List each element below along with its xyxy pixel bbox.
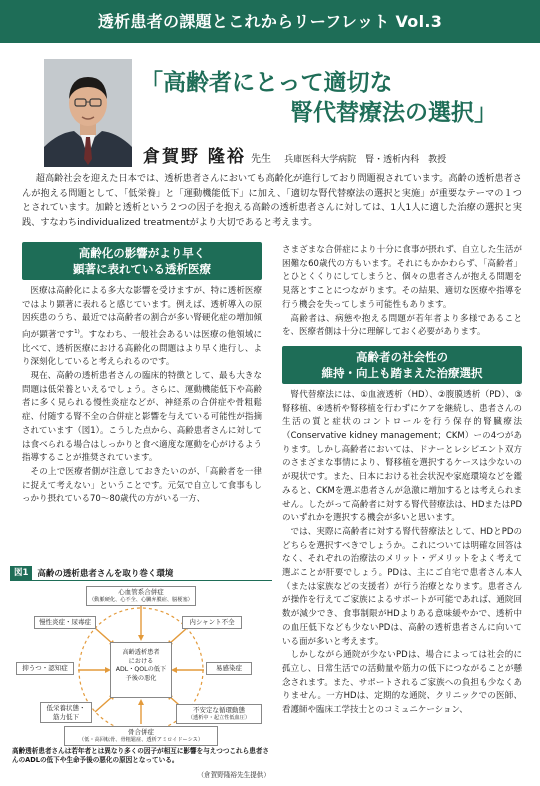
figure-box-inflammation-label: 慢性炎症・尿毒症 xyxy=(39,618,91,626)
section1-p1-reference: 1) xyxy=(74,329,80,336)
figure-box-infection-label: 易感染症 xyxy=(216,664,242,672)
section2-heading-line1: 高齢者の社会性の xyxy=(356,349,448,364)
section1-heading xyxy=(22,242,262,280)
figure-box-cardiovascular-label: 心血管系合併症 xyxy=(118,588,164,596)
section1-paragraph3: その上で医療者側が注意しておきたいのが、「高齢者を一律に捉えて考えない」ということです。元気で自立して食事もしっかり摂れている70〜80歳代の方がいる一方、 xyxy=(22,466,262,505)
figure-center-line1: 高齢透析患者 xyxy=(122,649,160,656)
section1-paragraph1 xyxy=(22,285,262,370)
figure-1 xyxy=(10,566,272,781)
section2-heading xyxy=(282,346,522,384)
section2-paragraph2: では、実際に高齢者に対する腎代替療法として、HDとPDのどちらを選択すべきでしょうか。これについては明確な回答はなく、それぞれの治療法のメリット・デメリットをよく考えて選ぶことが肝要でしょう。PDは、主にご自宅で患者さん本人（または家族などの支援者）が行う治療となります。患者さんが操作を行えてご家族によるサポートが可能であれば、通院回数が減少でき、食事制限がHDよりある意味緩やかで、透析中の血圧低下なども少ないPDは、高齢の透析患者さんに向いている面が多いと考えます。 xyxy=(282,526,522,647)
figure-box-malnutrition xyxy=(40,702,92,723)
figure-box-depression xyxy=(16,662,74,675)
author-photo xyxy=(44,59,132,167)
leaflet-title: 透析患者の課題とこれからリーフレット Vol.3 xyxy=(97,12,443,31)
figure-center-line2: における xyxy=(128,657,154,665)
figure-box-malnutrition-label2: 筋力低下 xyxy=(53,712,79,721)
section1-p1-text: 医療は高齢化による多大な影響を受けますが、特に透析医療ではより顕著に表れると感じています。例えば、透析導入の原因疾患のうち、最近では高齢者の割合が多い腎硬化症の増加傾向が顕著です xyxy=(22,286,262,340)
right-paragraph1: さまざまな合併症により十分に食事が摂れず、自立した生活が困難な60歳代の方もいます。それにもかかわらず、「高齢者」とひとくくりにしてしまうと、個々の患者さんが抱える問題を見落とすことにつながります。その結果、適切な医療や指導を行う機会を失ってしまう可能性もあります。 xyxy=(282,245,522,310)
article-title-line1: 「高齢者にとって適切な xyxy=(140,70,393,96)
article-title xyxy=(140,68,520,128)
right-column xyxy=(282,244,522,718)
article-intro: 超高齢社会を迎えた日本では、透析患者さんにおいても高齢化が進行しており問題視されています。高齢の透析患者さんが抱える問題として、「低栄養」と「運動機能低下」に加え、「適切な腎代替療法の選択と実施」が重要なテーマの１つとされています。加齢と透析という２つの因子を抱える高齢の透析患者さんに対しては、1人1人に適した治療の選択と実践、すなわちindividualized treatmentがより大切であると考えます。 xyxy=(22,173,522,228)
figure-center-line4: 予後の悪化 xyxy=(125,674,157,682)
figure-credit: （倉賀野隆裕先生提供） xyxy=(197,771,270,779)
figure-badge: 図1 xyxy=(10,566,32,580)
author-byline xyxy=(143,142,446,167)
section2-paragraph3: しかしながら通院が少ないPDは、場合によっては社会的に孤立し、日常生活での活動量や筋力の低下につながることが懸念されます。また、サポートされるご家族への負担も少なくありません。一方HDは、定期的な通院、クリニックでの医師、看護師や臨床工学技士とのコミュニケーション、 xyxy=(282,650,522,716)
figure-box-circulation-label: 不安定な循環動態 xyxy=(193,706,245,714)
section1-p1-end: 。すなわち、一般社会あるいは医療の他領域に比べて、透析医療における高齢化の問題はより早く進行し、より深刻化していると考えられるのです。 xyxy=(22,329,262,368)
author-name: 倉賀野 隆裕 xyxy=(143,147,246,167)
section1-heading-line1: 高齢化の影響がより早く xyxy=(78,246,206,260)
figure-box-bone-label: 骨合併症 xyxy=(128,728,154,736)
figure-caption: 高齢透析患者さんは若年者とは異なり多くの因子が相互に影響を与えつつこれら患者さんのADLの低下や生命予後の悪化の原因となっている。 xyxy=(12,747,270,764)
figure-box-bone-detail: （低・高回転骨、骨粗鬆症、透析アミロイドーシス） xyxy=(78,736,204,743)
author-portrait-image xyxy=(44,59,132,167)
figure-box-circulation-detail: （透析中・起立性低血圧） xyxy=(187,714,251,721)
figure-header xyxy=(10,566,272,580)
section2-heading-line2: 維持・向上も踏まえた治療選択 xyxy=(321,365,483,380)
section2-paragraph1: 腎代替療法には、①血液透析（HD）、②腹膜透析（PD）、③腎移植、④透析や腎移植を行わずにケアを継続し、患者さんの生活の質と症状のコントロールを行う保存的腎臓療法（Conservative kidney management；CKM）ーの4つがあります。しかし高齢者においては、ドナーとレシピエント双方のさまざまな事情により、腎移植を選択するケースは少ないのが現状です。また、日本における社会状況や家庭環境などを鑑みると、CKMを選ぶ患者さんが急激に増加するとは考えられません。したがって高齢者に対する腎代替療法は、HDまたはPDのいずれかを選択する機会が多いと思います。 xyxy=(282,389,522,524)
figure-title: 高齢の透析患者さんを取り巻く環境 xyxy=(37,569,174,579)
figure-box-circulation xyxy=(176,704,262,724)
figure-box-cardiovascular-detail: （動脈硬化、心不全、心臓弁膜症、脳梗塞） xyxy=(89,596,193,603)
section1-heading-line2: 顕著に表れている透析医療 xyxy=(73,262,211,276)
figure-box-depression-label: 抑うつ・認知症 xyxy=(22,664,68,672)
leaflet-header xyxy=(0,0,540,43)
figure-box-malnutrition-label1: 低栄養状態・ xyxy=(46,704,86,712)
figure-box-cardiovascular xyxy=(86,586,196,606)
figure-box-shunt-failure xyxy=(182,616,242,629)
figure-box-inflammation xyxy=(34,616,96,629)
author-honorific: 先生 xyxy=(251,154,272,165)
right-paragraph2: 高齢者は、病態や抱える問題が若年者より多様であることを、医療者側は十分に理解しておく必要があります。 xyxy=(282,313,522,338)
figure-box-bone xyxy=(64,726,218,746)
left-column xyxy=(22,242,262,507)
author-affiliation: 兵庫医科大学病院 腎・透析内科 教授 xyxy=(284,155,447,165)
figure-box-shunt-failure-label: 内シャント不全 xyxy=(189,618,235,626)
article-title-line2: 腎代替療法の選択」 xyxy=(290,100,497,126)
section1-paragraph2: 現在、高齢の透析患者さんの臨床的特徴として、最も大きな問題は低栄養といえるでしょう。さらに、運動機能低下や高齢者に多く見られる慢性炎症などが、神経系の合併症や骨粗鬆症、付随する腎不全の合併症と影響を与えている可能性が指摘されています（図1）。こうした点から、高齢患者さんに対しては食べられる場合はしっかりと食べ適度な運動を心がけるよう指導することが推奨されています。 xyxy=(22,371,262,464)
figure-center-box xyxy=(110,642,172,698)
figure-box-infection xyxy=(206,662,252,675)
figure-center-line3: ADL・QOLの低下 xyxy=(115,666,167,674)
figure-rule xyxy=(10,580,272,581)
figure-diagram xyxy=(10,584,272,744)
